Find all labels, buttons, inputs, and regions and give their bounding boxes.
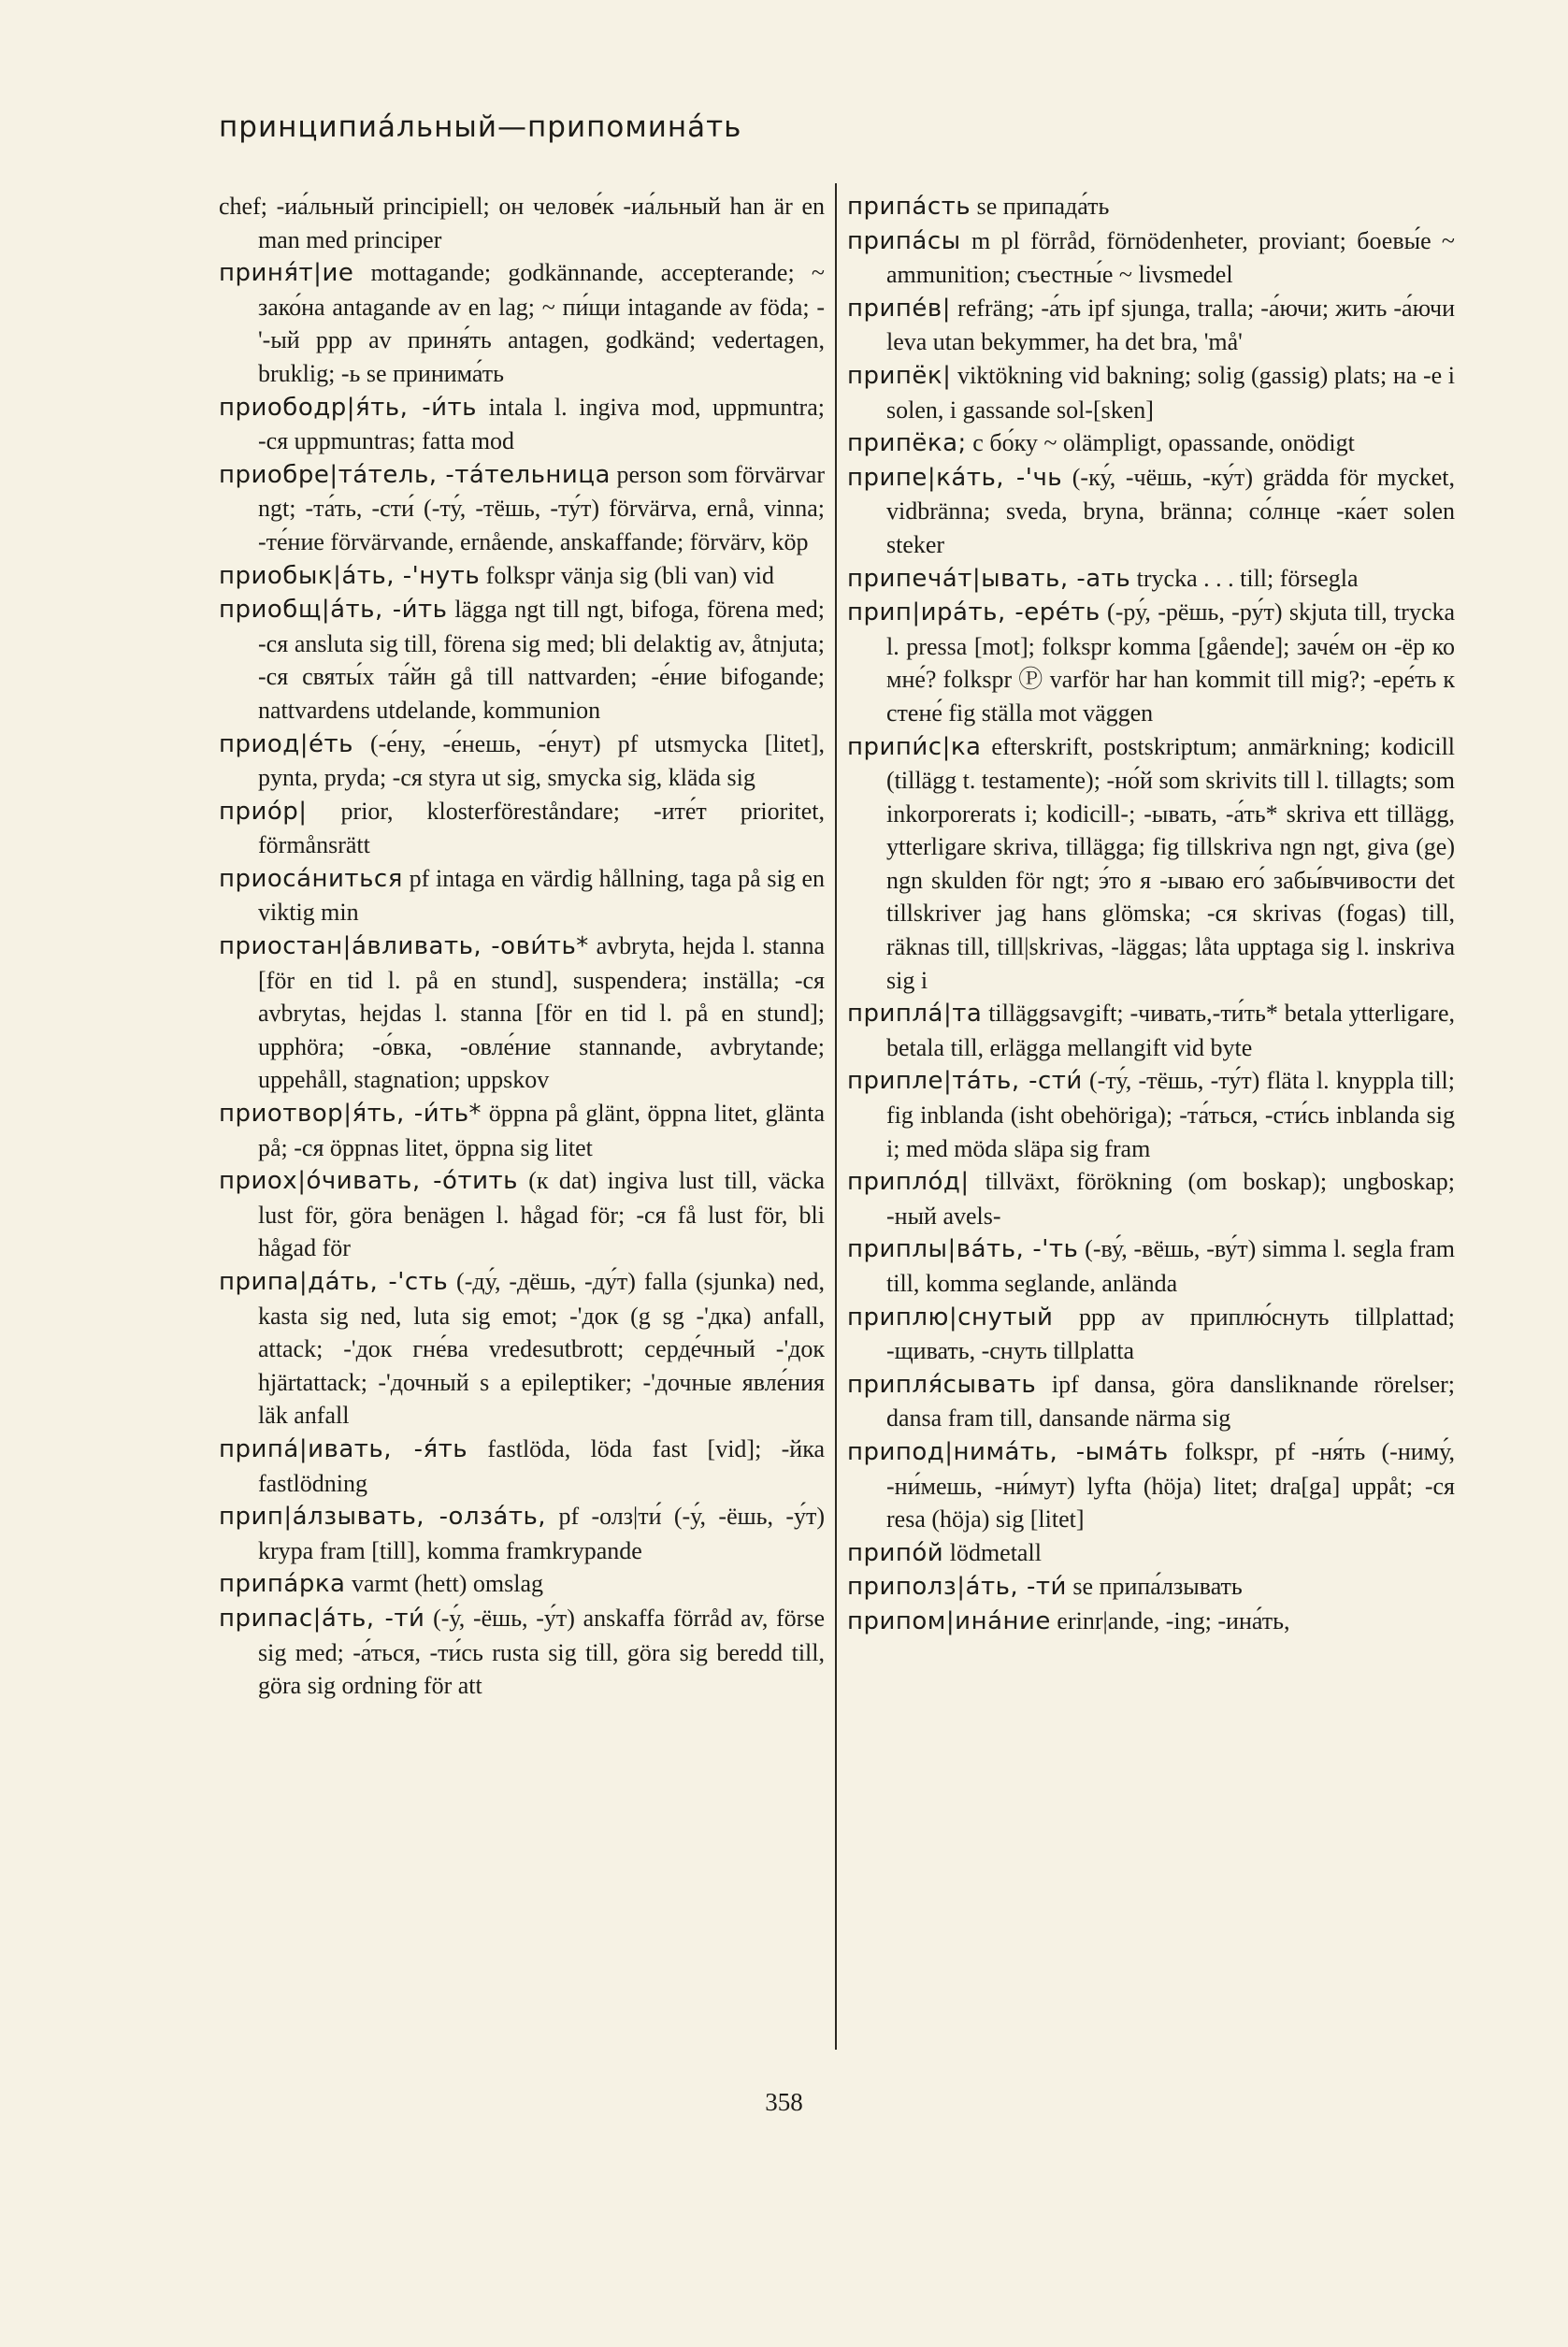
entry-headword: припля́сывать <box>847 1370 1037 1399</box>
entry-definition: viktökning vid bakning; solig (gassig) plats; на -е i solen, i gassande sol-[sken] <box>886 361 1456 424</box>
entry-definition: avbryta, hejda l. stanna [för en tid l. på en stund], suspendera; inställa; -ся avbrytas, hejdas l. stanna [för en tid l. på en stund]; upphöra; -о́вка, -овле́ние stannande, avbrytande; uppehåll, stagnation; uppskov <box>258 932 825 1094</box>
dictionary-entry <box>847 1165 1455 1232</box>
entry-headword: приполз|а́ть, -ти́ <box>847 1573 1067 1602</box>
entry-headword: припод|нима́ть, -ыма́ть <box>847 1437 1169 1466</box>
entry-definition: tilläggsavgift; -чивать,-ти́ть* betala ytterligare, betala till, erlägga mellangift vid byte <box>886 1000 1455 1061</box>
dictionary-entry <box>219 593 825 727</box>
entry-definition: folkspr vänja sig (bli van) vid <box>485 561 774 589</box>
entry-headword: припла́|та <box>847 1000 983 1029</box>
dictionary-entry <box>219 727 825 795</box>
dictionary-entry <box>219 862 825 929</box>
dictionary-entry <box>219 1500 825 1567</box>
dictionary-entry <box>847 190 1455 224</box>
entry-headword: припа́сть <box>847 193 971 221</box>
page-number: 358 <box>765 2088 803 2116</box>
entry-headword: припе́в| <box>847 294 951 323</box>
entry-headword: приободр|я́ть, -и́ть <box>219 393 477 422</box>
entry-headword: приплю|снутый <box>847 1303 1054 1332</box>
entry-definition: (-ту́, -тёшь, -ту́т) fläta l. knyppla till; fig inblanda (isht obehöriga); -та́ться, -сти́сь inblanda sig i; med möda släpa sig fram <box>886 1067 1455 1162</box>
entry-headword: припа́сы <box>847 226 961 255</box>
entry-definition: prior, klosterföreståndare; -ите́т prioritet, förmånsrätt <box>258 797 825 859</box>
running-head: принципиа́льный—припомина́ть <box>219 110 742 144</box>
dictionary-entry <box>847 997 1455 1064</box>
dictionary-entry <box>847 1368 1455 1435</box>
dictionary-entry <box>219 1097 825 1164</box>
entry-definition: efterskrift, postskriptum; anmärkning; kodicill (tillägg t. testamente); -но́й som skrivits till l. tillagts; som inkorporerats i; kodicill-; -ывать, -а́ть* skriva ett tillägg, ytterligare skriva, tillägga; fig tillskriva ngn ngt, giva (ge) ngn skulden för ngt; э́то я -ываю его́ забы́вчивости det tillskriver jag hans glömska; -ся skrivas (fogas) till, räknas till, till|skrivas, -läggas; låta upptaga sig l. inskriva sig i <box>886 732 1456 994</box>
entry-headword: припёка; <box>847 429 967 458</box>
entry-headword: припа́|ивать, -я́ть <box>219 1434 468 1463</box>
entry-headword: приох|о́чивать, -о́тить <box>219 1167 518 1196</box>
entry-definition: pf -олз|ти́ (-у́, -ёшь, -у́т) krypa fram [till], komma framkrypande <box>258 1503 826 1564</box>
dictionary-entry <box>219 929 825 1097</box>
entry-definition: (-ру́, -рёшь, -ру́т) skjuta till, trycka l. pressa [mot]; folkspr komma [gående]; заче́м он -ёр ко мне́? folkspr Ⓟ varför har han kommit till mig?; -ере́ть к стене́ fig ställa mot väggen <box>886 598 1455 727</box>
dictionary-entry <box>847 1301 1455 1368</box>
entry-definition: (к dat) ingiva lust till, väcka lust för, göra benägen l. hågad för; -ся få lust för, bli hågad för <box>258 1167 825 1262</box>
entry-definition: m pl förråd, förnödenheter, proviant; боевы́е ~ ammunition; съестны́е ~ livsmedel <box>886 226 1455 289</box>
entry-definition: (-у́, -ёшь, -у́т) anskaffa förråd av, förse sig med; -а́ться, -ти́сь rusta sig till, göra sig beredd till, göra sig ordning för att <box>258 1604 825 1700</box>
entry-headword: приплe|та́ть, -сти́ <box>847 1067 1083 1096</box>
left-column <box>219 190 825 1703</box>
entry-definition: chef; -иа́льный principiell; он челове́к -иа́льный han är en man med principer <box>219 193 825 253</box>
entry-definition: lödmetall <box>949 1538 1042 1566</box>
entry-definition: (-е́ну, -е́нешь, -е́нут) pf utsmycka [litet], pynta, pryda; -ся styra ut sig, smycka sig, kläda sig <box>258 729 826 792</box>
entry-definition: öppna på glänt, öppna litet, glänta på; -ся öppnas litet, öppna sig litet <box>258 1100 825 1161</box>
entry-headword: припа|да́ть, -'сть <box>219 1268 449 1296</box>
dictionary-entry <box>219 458 825 559</box>
entry-definition: tillväxt, förökning (om boskap); ungboskap; -ный avels- <box>886 1168 1455 1230</box>
dictionary-entry <box>847 596 1455 729</box>
entry-headword: припло́д| <box>847 1168 970 1197</box>
dictionary-entry <box>847 1435 1455 1536</box>
dictionary-entry <box>219 256 825 390</box>
dictionary-entry <box>847 461 1455 562</box>
entry-definition: mottagande; godkännande, accepterande; ~ зако́на antagande av en lag; ~ пи́щи intagande av föda; -'-ый ppp av приня́ть antagen, godkänd; vedertagen, bruklig; -ь se принима́ть <box>258 259 825 387</box>
dictionary-entry <box>847 730 1455 998</box>
entry-headword: приотвор|я́ть, -и́ть* <box>219 1100 482 1129</box>
dictionary-entry <box>847 1536 1455 1571</box>
entry-headword: припеча́т|ывать, -ать <box>847 564 1131 593</box>
entry-definition: (-ду́, -дёшь, -ду́т) falla (sjunka) ned, kasta sig ned, luta sig emot; -'док (g sg -'дка) anfall, attack; -'док гне́ва vredesutbrott; серде́чный -'док hjärtattack; -'дочный s a epileptiker; -'дочные явле́ния läk anfall <box>258 1268 825 1430</box>
entry-definition: (-ву́, -вёшь, -ву́т) simma l. segla fram till, komma seglande, anlända <box>886 1235 1456 1297</box>
entry-definition: ppp av приплю́снуть tillplattad; -щивать, -снуть tillplatta <box>886 1303 1455 1365</box>
entry-definition: fastlöda, löda fast [vid]; -йка fastlödning <box>258 1434 825 1497</box>
entry-headword: приобре|та́тель, -та́тельница <box>219 460 611 489</box>
entry-headword: приобщ|а́ть, -и́ть <box>219 596 448 625</box>
entry-headword: приод|е́ть <box>219 729 354 758</box>
entry-definition: se припада́ть <box>976 193 1110 220</box>
dictionary-entry <box>219 795 825 862</box>
entry-definition: person som förvärvar ngt; -та́ть, -сти́ (-ту́, -тёшь, -ту́т) förvärva, ernå, vinna; -те́ние förvärvande, ernående, anskaffande; förvärv, köp <box>258 460 825 555</box>
dictionary-entry <box>847 1605 1455 1639</box>
dictionary-entry <box>219 190 825 256</box>
entry-definition: erinr|ande, -ing; -ина́ть, <box>1057 1606 1290 1634</box>
entry-definition: (-ку́, -чёшь, -ку́т) grädda för mycket, vidbränna; sveda, bryna, bränna; со́лнце -ка́ет solen steker <box>886 463 1455 558</box>
dictionary-entry <box>847 1570 1455 1605</box>
dictionary-entry <box>219 559 825 594</box>
column-divider <box>835 183 837 2050</box>
entry-definition: se припа́лзывать <box>1072 1573 1243 1601</box>
entry-headword: прио́р| <box>219 797 308 826</box>
entry-definition: refräng; -а́ть ipf sjunga, tralla; -а́ючи; жить -а́ючи leva utan bekymmer, ha det bra, 'må' <box>886 294 1455 356</box>
entry-headword: прип|а́лзывать, -олза́ть, <box>219 1503 547 1532</box>
entry-headword: прип|ира́ть, -ере́ть <box>847 598 1100 627</box>
entry-headword: приплы|ва́ть, -'ть <box>847 1235 1079 1264</box>
entry-headword: припи́с|ка <box>847 732 982 761</box>
entry-headword: припе|ка́ть, -'чь <box>847 463 1063 492</box>
entry-definition: varmt (hett) omslag <box>351 1570 544 1598</box>
entry-headword: припом|ина́ние <box>847 1606 1051 1635</box>
entry-headword: припёк| <box>847 361 952 390</box>
entry-definition: pf intaga en värdig hållning, taga på sig en viktig min <box>258 864 825 927</box>
entry-headword: приня́т|ие <box>219 259 354 288</box>
entry-headword: припа́рка <box>219 1570 346 1599</box>
entry-definition: trycka . . . till; försegla <box>1136 564 1359 592</box>
dictionary-entry <box>847 359 1455 426</box>
entry-definition: с бо́ку ~ olämpligt, opassande, onödigt <box>972 429 1355 457</box>
dictionary-entry <box>219 1164 825 1265</box>
entry-definition: lägga ngt till ngt, bifoga, förena med; -ся ansluta sig till, förena sig med; bli delaktig av, åtnjuta; -ся святы́х та́йн gå till nattvarden; -е́ние bifogande; nattvardens utdelande, kommunion <box>258 596 826 724</box>
dictionary-entry <box>219 1433 825 1500</box>
entry-definition: ipf dansa, göra dansliknande rörelser; dansa fram till, dansande närma sig <box>886 1370 1455 1433</box>
dictionary-entry <box>219 1602 825 1703</box>
entry-headword: приостан|а́вливать, -ови́ть* <box>219 932 589 961</box>
dictionary-entry <box>847 426 1455 461</box>
entry-headword: припо́й <box>847 1538 944 1567</box>
dictionary-entry <box>847 224 1455 292</box>
dictionary-entry <box>219 391 825 458</box>
entry-definition: folkspr, pf -ня́ть (-ниму́, -ни́мешь, -ни́мут) lyfta (höja) litet; dra[ga] uppåt; -ся resa (höja) sig [litet] <box>886 1437 1455 1533</box>
dictionary-entry <box>219 1265 825 1433</box>
dictionary-entry <box>219 1567 825 1602</box>
dictionary-entry <box>847 292 1455 359</box>
dictionary-entry <box>847 562 1455 597</box>
right-column <box>847 190 1455 1639</box>
entry-headword: приобык|а́ть, -'нуть <box>219 561 481 590</box>
dictionary-entry <box>847 1232 1455 1300</box>
dictionary-entry <box>847 1064 1455 1165</box>
entry-headword: припас|а́ть, -ти́ <box>219 1604 425 1633</box>
entry-headword: приоса́ниться <box>219 864 403 893</box>
entry-definition: intala l. ingiva mod, uppmuntra; -ся uppmuntras; fatta mod <box>258 393 825 455</box>
